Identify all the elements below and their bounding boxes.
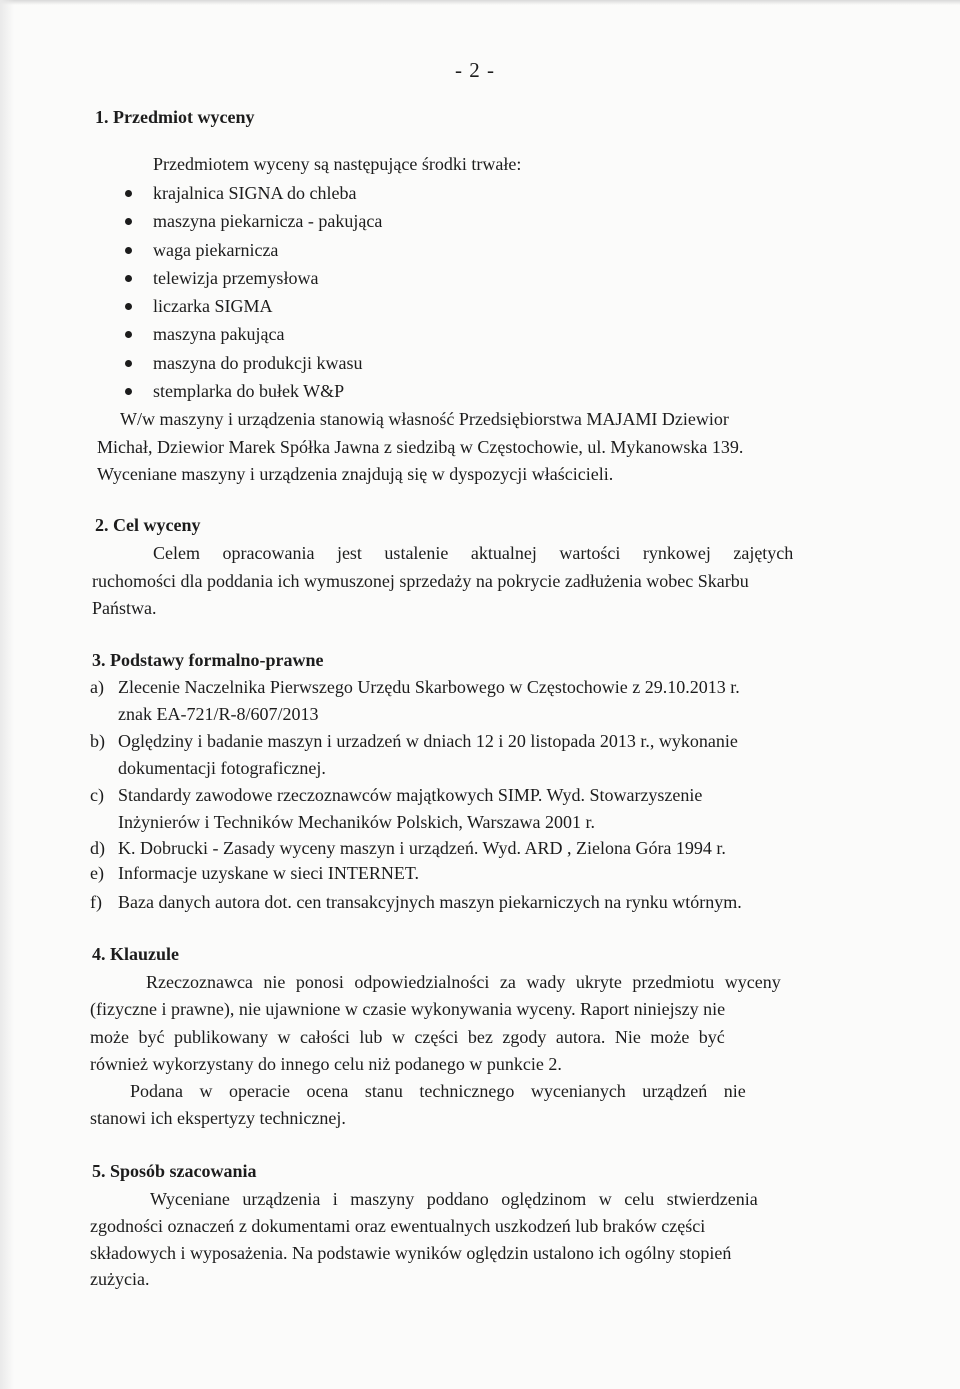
basis-item-label: e) — [90, 863, 104, 883]
section-2-line: Państwa. — [92, 598, 157, 618]
list-item: maszyna pakująca — [125, 323, 382, 351]
asset-list — [125, 182, 382, 408]
section-5-line: zgodności oznaczeń z dokumentami oraz ewentualnych uszkodzeń lub braków części — [90, 1216, 706, 1236]
list-item: krajalnica SIGNA do chleba — [125, 182, 382, 210]
section-4-line: (fizyczne i prawne), nie ujawnione w czasie wykonywania wyceny. Raport niniejszy nie — [90, 999, 726, 1019]
section-1-paragraph-line: Michał, Dziewior Marek Spółka Jawna z siedzibą w Częstochowie, ul. Mykanowska 139. — [97, 437, 744, 457]
bullet-icon — [125, 303, 132, 310]
list-item: waga piekarnicza — [125, 239, 382, 267]
basis-item-line: dokumentacji fotograficznej. — [118, 758, 326, 778]
list-item: stemplarka do bułek W&P — [125, 380, 382, 408]
basis-item-line: znak EA-721/R-8/607/2013 — [118, 704, 319, 724]
basis-item-label: d) — [90, 838, 105, 858]
basis-item-line: Informacje uzyskane w sieci INTERNET. — [118, 863, 420, 883]
scan-edge-left — [0, 0, 14, 1389]
section-2-heading: 2. Cel wyceny — [95, 515, 201, 535]
bullet-icon — [125, 275, 132, 282]
section-1-heading: 1. Przedmiot wyceny — [95, 107, 255, 127]
scan-edge-top — [0, 0, 960, 5]
section-4-line: Podana w operacie ocena stanu technicznego wycenianych urządzeń nie — [130, 1081, 746, 1101]
section-4-line: może być publikowany w całości lub w części bez zgody autora. Nie może być — [90, 1027, 725, 1047]
section-5-line: Wyceniane urządzenia i maszyny poddano oględzinom w celu stwierdzenia — [150, 1189, 758, 1209]
basis-item-line: K. Dobrucki - Zasady wyceny maszyn i urządzeń. Wyd. ARD , Zielona Góra 1994 r. — [118, 838, 726, 858]
section-5-line: zużycia. — [90, 1269, 150, 1289]
list-item: maszyna piekarnicza - pakująca — [125, 210, 382, 238]
section-5-heading: 5. Sposób szacowania — [92, 1161, 257, 1181]
bullet-icon — [125, 247, 132, 254]
basis-item-label: c) — [90, 785, 104, 805]
section-3-heading: 3. Podstawy formalno-prawne — [92, 650, 324, 670]
section-4-line: stanowi ich ekspertyzy technicznej. — [90, 1108, 346, 1128]
basis-item-label: a) — [90, 677, 104, 697]
section-1-intro: Przedmiotem wyceny są następujące środki trwałe: — [153, 154, 522, 174]
section-5-line: składowych i wyposażenia. Na podstawie wyników oględzin ustalono ich ogólny stopień — [90, 1243, 732, 1263]
basis-item-line: Baza danych autora dot. cen transakcyjnych maszyn piekarniczych na rynku wtórnym. — [118, 892, 742, 912]
section-1-paragraph-line: W/w maszyny i urządzenia stanowią własność Przedsiębiorstwa MAJAMI Dziewior — [120, 409, 729, 429]
section-1-paragraph-line: Wyceniane maszyny i urządzenia znajdują się w dyspozycji właścicieli. — [97, 464, 614, 484]
basis-item-line: Zlecenie Naczelnika Pierwszego Urzędu Skarbowego w Częstochowie z 29.10.2013 r. — [118, 677, 740, 697]
section-4-heading: 4. Klauzule — [92, 944, 180, 964]
section-4-line: Rzeczoznawca nie ponosi odpowiedzialności za wady ukryte przedmiotu wyceny — [146, 972, 781, 992]
section-2-line: ruchomości dla poddania ich wymuszonej sprzedaży na pokrycie zadłużenia wobec Skarbu — [92, 571, 749, 591]
list-item: maszyna do produkcji kwasu — [125, 352, 382, 380]
basis-item-line: Standardy zawodowe rzeczoznawców majątkowych SIMP. Wyd. Stowarzyszenie — [118, 785, 703, 805]
bullet-icon — [125, 360, 132, 367]
basis-item-line: Oględziny i badanie maszyn i urzadzeń w dniach 12 i 20 listopada 2013 r., wykonanie — [118, 731, 738, 751]
list-item: telewizja przemysłowa — [125, 267, 382, 295]
bullet-icon — [125, 388, 132, 395]
basis-item-label: f) — [90, 892, 102, 912]
section-2-line: Celem opracowania jest ustalenie aktualnej wartości rynkowej zajętych — [153, 543, 794, 563]
page-number: - 2 - — [455, 58, 495, 82]
bullet-icon — [125, 331, 132, 338]
section-4-line: również wykorzystany do innego celu niż podanego w punkcie 2. — [90, 1054, 562, 1074]
bullet-icon — [125, 190, 132, 197]
list-item: liczarka SIGMA — [125, 295, 382, 323]
basis-item-line: Inżynierów i Techników Mechaników Polskich, Warszawa 2001 r. — [118, 812, 596, 832]
basis-item-label: b) — [90, 731, 105, 751]
bullet-icon — [125, 218, 132, 225]
